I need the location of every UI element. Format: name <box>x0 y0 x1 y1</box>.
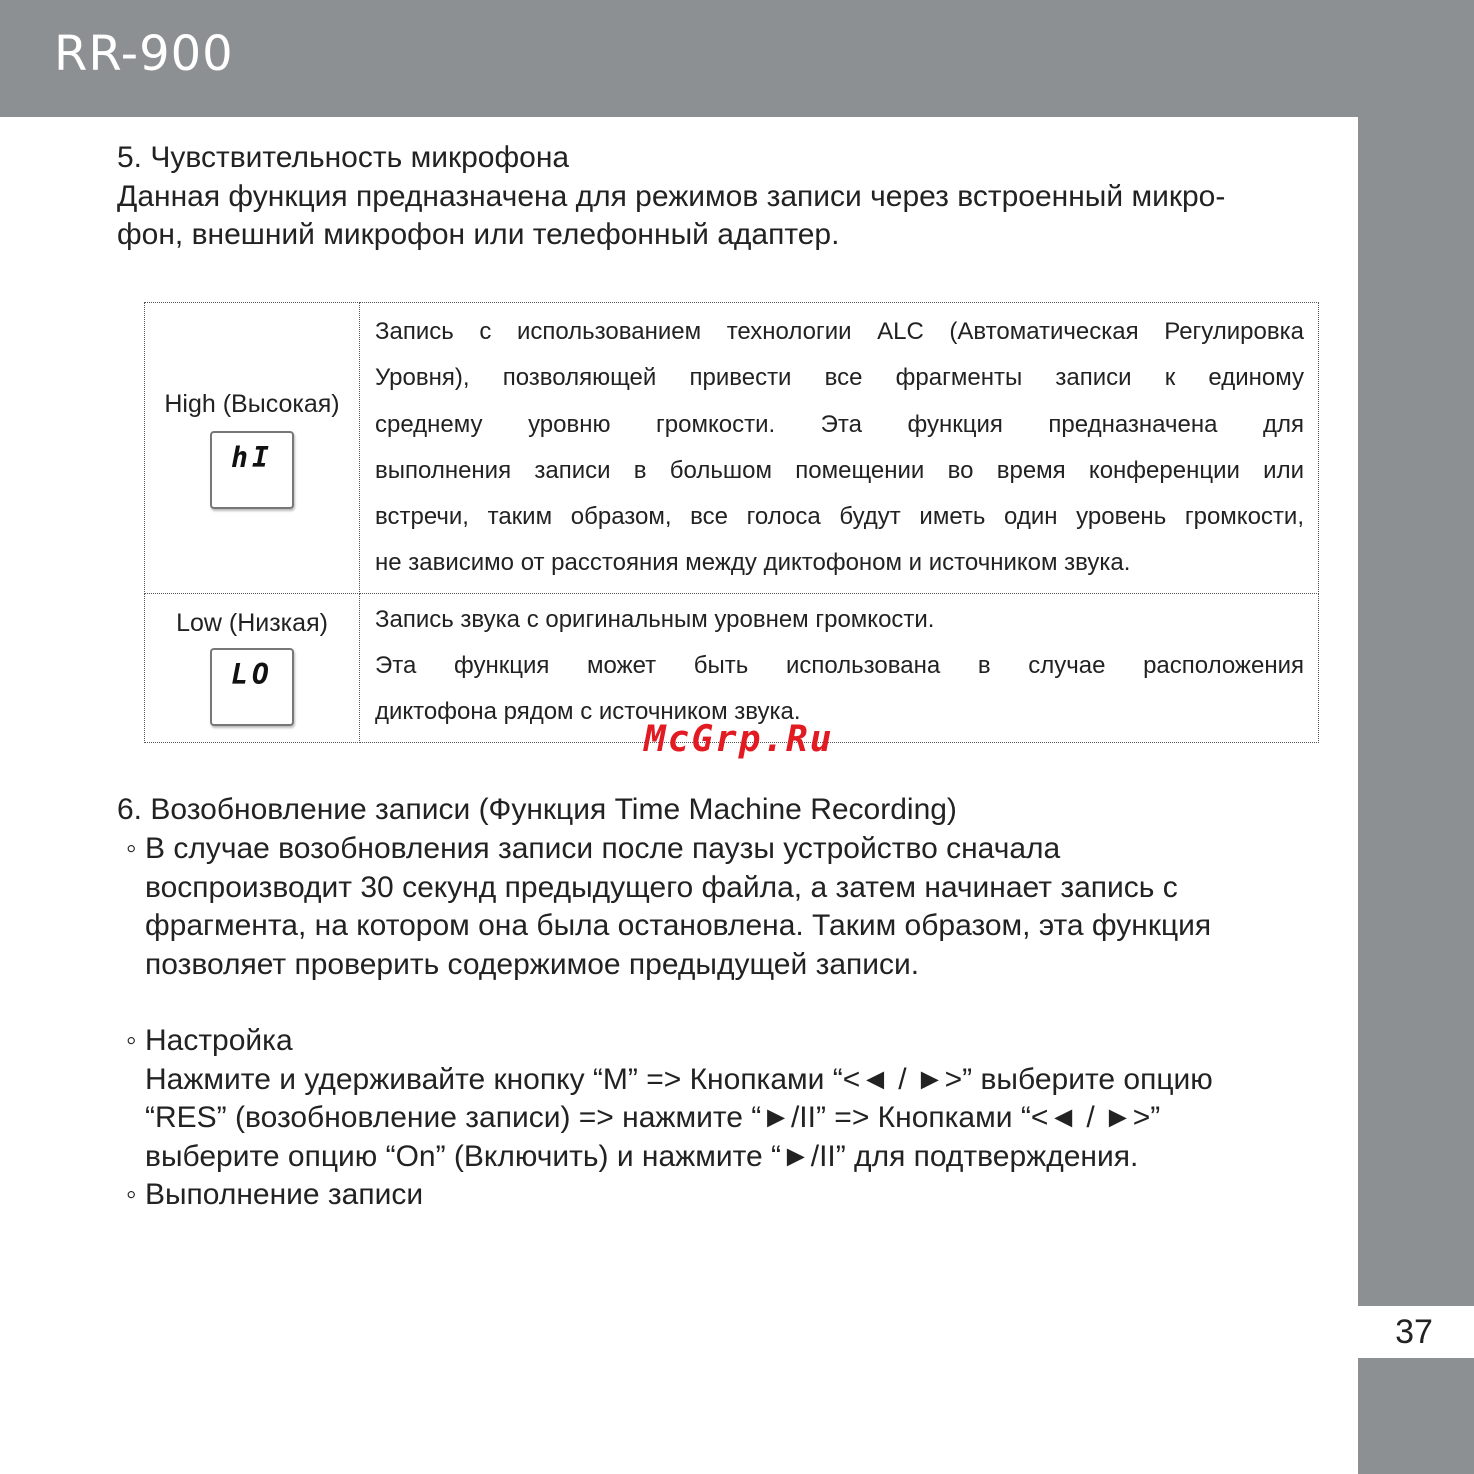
bullet3-title: ◦ Выполнение записи <box>126 1178 424 1211</box>
desc-high-line-5: встречи, таким образом, все голоса будут иметь один уровень громкости, <box>375 503 1304 531</box>
desc-cell-low <box>360 593 1319 742</box>
section5-intro-line-2: фон, внешний микрофон или телефонный адаптер. <box>117 218 840 251</box>
section6-title: 6. Возобновление записи (Функция Time Machine Recording) <box>117 793 957 826</box>
bullet2-line-2: “RES” (возобновление записи) => нажмите “►/II” => Кнопками “<◄ / ►>” <box>145 1101 1161 1134</box>
bullet1-line-3: фрагмента, на котором она была остановлена. Таким образом, эта функция <box>145 909 1212 942</box>
bullet1-line-1: ◦ В случае возобновления записи после паузы устройство сначала <box>126 832 1061 865</box>
model-title: RR-900 <box>54 26 234 82</box>
bullet2-title: ◦ Настройка <box>126 1024 293 1057</box>
desc-low-line-1: Запись звука с оригинальным уровнем громкости. <box>375 605 935 633</box>
mode-cell-low <box>145 593 360 742</box>
mode-label-low: Low (Низкая) <box>176 608 328 637</box>
brand-logo-text: Ritmix <box>1288 507 1371 722</box>
bullet2-line-3: выберите опцию “On” (Включить) и нажмите “►/II” для подтверждения. <box>145 1140 1139 1173</box>
lcd-hi-text: hI <box>231 441 273 474</box>
brand-logo <box>1288 507 1462 852</box>
side-band-bottom <box>1358 1358 1474 1474</box>
lcd-hi-icon <box>210 431 294 509</box>
page-number: 37 <box>1395 1313 1433 1351</box>
watermark: McGrp.Ru <box>644 719 834 760</box>
desc-high-line-6: не зависимо от расстояния между диктофоном и источником звука. <box>375 549 1131 577</box>
mode-cell-high <box>145 303 360 594</box>
bullet1-line-4: позволяет проверить содержимое предыдущей записи. <box>145 948 920 981</box>
desc-high-line-3: среднему уровню громкости. Эта функция предназначена для <box>375 410 1304 438</box>
lcd-lo-text: LO <box>231 657 273 691</box>
desc-low-line-2: Эта функция может быть использована в случае расположения <box>375 652 1304 680</box>
desc-high-line-2: Уровня), позволяющей привести все фрагменты записи к единому <box>375 364 1304 392</box>
lcd-lo-icon <box>210 648 294 726</box>
sensitivity-table <box>144 302 1319 743</box>
bullet2-line-1: Нажмите и удерживайте кнопку “M” => Кнопками “<◄ / ►>” выберите опцию <box>145 1063 1213 1096</box>
desc-cell-high <box>360 303 1319 594</box>
section5-title: 5. Чувствительность микрофона <box>117 141 570 174</box>
desc-high-line-4: выполнения записи в большом помещении во время конференции или <box>375 456 1304 484</box>
mode-label-high: High (Высокая) <box>164 390 340 418</box>
desc-high-line-1: Запись с использованием технологии ALC (Автоматическая Регулировка <box>375 318 1304 345</box>
table-row-high <box>145 303 1319 594</box>
desc-low-line-3: диктофона рядом с источником звука. <box>375 698 801 726</box>
bullet1-line-2: воспроизводит 30 секунд предыдущего файла, а затем начинает запись с <box>145 871 1178 904</box>
section5-intro-line-1: Данная функция предназначена для режимов записи через встроенный микро- <box>117 180 1226 213</box>
